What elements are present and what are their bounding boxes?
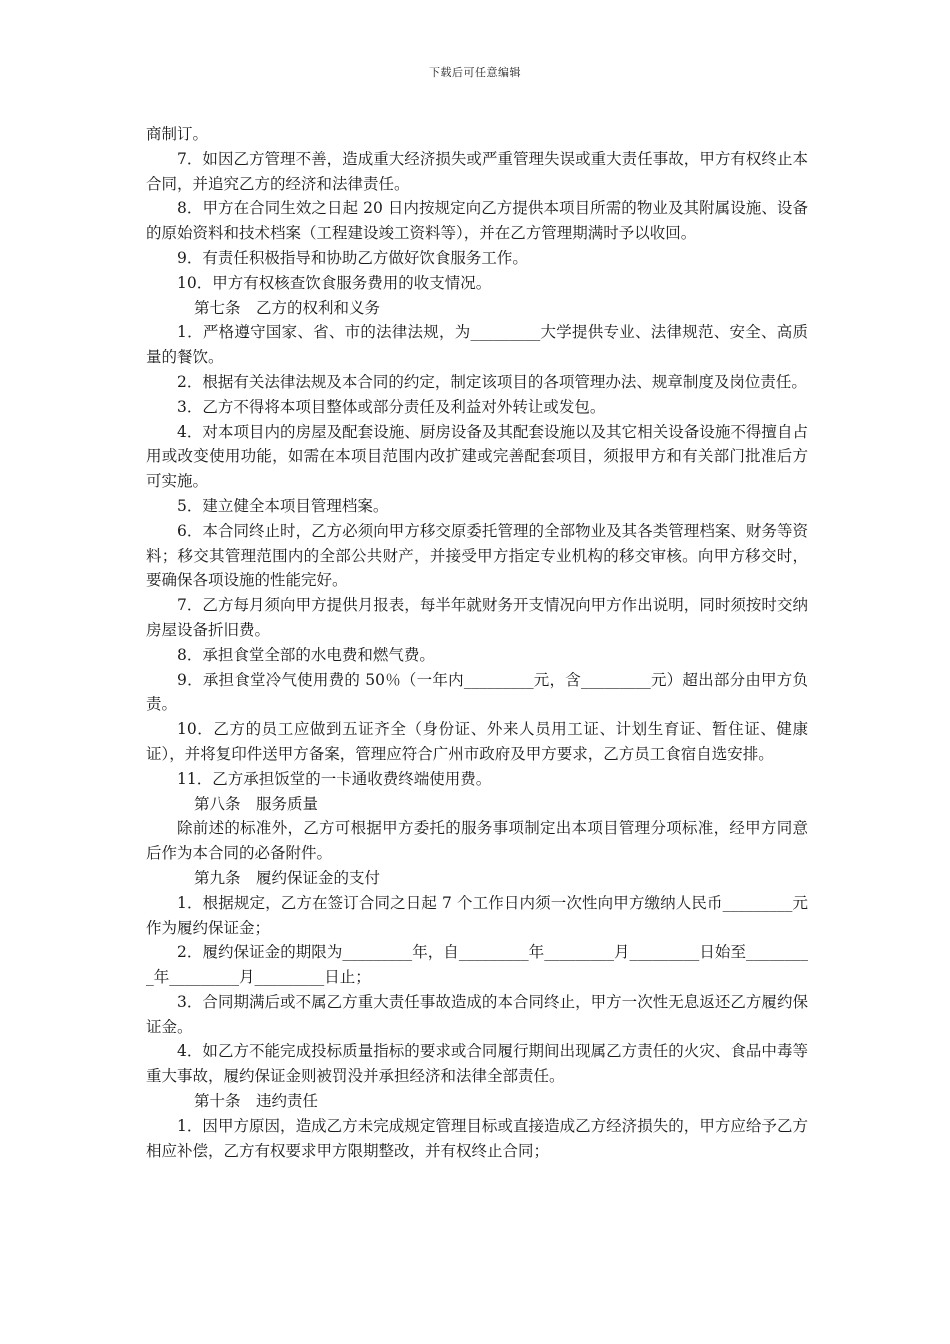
paragraph: 10．乙方的员工应做到五证齐全（身份证、外来人员用工证、计划生育证、暂住证、健康证），并将复印件送甲方备案，管理应符合广州市政府及甲方要求，乙方员工食宿自选安排。: [146, 720, 808, 763]
paragraph: 4．如乙方不能完成投标质量指标的要求或合同履行期间出现属乙方责任的火灾、食品中毒等重大事故，履约保证金则被罚没并承担经济和法律全部责任。: [146, 1042, 808, 1086]
paragraph: 1．因甲方原因，造成乙方未完成规定管理目标或直接造成乙方经济损失的，甲方应给予乙方相应补偿，乙方有权要求甲方限期整改，并有权终止合同；: [146, 1116, 808, 1160]
paragraph: 2．履约保证金的期限为_________年，自_________年_________月_________日始至_________年_________月_________日止；: [146, 943, 808, 987]
document-body: [146, 122, 808, 1163]
paragraph: 除前述的标准外，乙方可根据甲方委托的服务事项制定出本项目管理分项标准，经甲方同意后作为本合同的必备附件。: [146, 819, 808, 863]
paragraph: 3．合同期满后或不属乙方重大责任事故造成的本合同终止，甲方一次性无息返还乙方履约保证金。: [146, 992, 808, 1036]
paragraph: 3．乙方不得将本项目整体或部分责任及利益对外转让或发包。: [177, 397, 606, 416]
paragraph: 9．有责任积极指导和协助乙方做好饮食服务工作。: [177, 248, 528, 267]
paragraph: 8．甲方在合同生效之日起 20 日内按规定向乙方提供本项目所需的物业及其附属设施、设备的原始资料和技术档案（工程建设竣工资料等），并在乙方管理期满时予以收回。: [146, 199, 808, 243]
paragraph: 7．乙方每月须向甲方提供月报表，每半年就财务开支情况向甲方作出说明，同时须按时交纳房屋设备折旧费。: [146, 596, 808, 639]
paragraph: 5．建立健全本项目管理档案。: [177, 496, 389, 515]
paragraph: 11．乙方承担饭堂的一卡通收费终端使用费。: [177, 769, 492, 788]
paragraph: 1．根据规定，乙方在签订合同之日起 7 个工作日内须一次性向甲方缴纳人民币_________元作为履约保证金；: [146, 893, 808, 937]
paragraph: 8．承担食堂全部的水电费和燃气费。: [177, 645, 435, 664]
section-heading: 第十条 违约责任: [194, 1092, 319, 1111]
section-heading: 第九条 履约保证金的支付: [194, 868, 381, 887]
paragraph: 商制订。: [146, 125, 209, 143]
page-header: 下载后可任意编辑: [429, 66, 521, 79]
paragraph: 9．承担食堂冷气使用费的 50％（一年内_________元，含_________元）超出部分由甲方负责。: [146, 670, 808, 714]
paragraph: 2．根据有关法律法规及本合同的约定，制定该项目的各项管理办法、规章制度及岗位责任。: [177, 372, 807, 391]
paragraph: 7．如因乙方管理不善，造成重大经济损失或严重管理失误或重大责任事故，甲方有权终止本合同，并追究乙方的经济和法律责任。: [146, 149, 808, 193]
section-heading: 第八条 服务质量: [194, 794, 319, 813]
paragraph: 1．严格遵守国家、省、市的法律法规，为_________大学提供专业、法律规范、安全、高质量的餐饮。: [146, 323, 808, 367]
paragraph: 4．对本项目内的房屋及配套设施、厨房设备及其配套设施以及其它相关设备设施不得擅自占用或改变使用功能，如需在本项目范围内改扩建或完善配套项目，须报甲方和有关部门批准后方可实施。: [146, 422, 808, 491]
paragraph: 6．本合同终止时，乙方必须向甲方移交原委托管理的全部物业及其各类管理档案、财务等资料；移交其管理范围内的全部公共财产，并接受甲方指定专业机构的移交审核。向甲方移交时，要确保各项设施的性能完好。: [146, 521, 808, 590]
paragraph: 10．甲方有权核查饮食服务费用的收支情况。: [177, 273, 492, 292]
section-heading: 第七条 乙方的权利和义务: [194, 298, 381, 317]
